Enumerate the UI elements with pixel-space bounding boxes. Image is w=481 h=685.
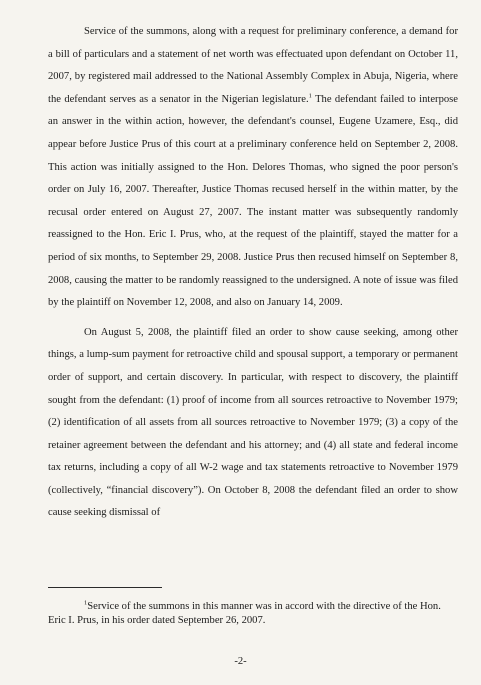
footnote: [48, 600, 458, 628]
page-number: -2-: [234, 656, 247, 667]
footnote-reference: 1: [308, 92, 312, 100]
footnote-marker: 1: [84, 599, 88, 607]
paragraph-2: On August 5, 2008, the plaintiff filed an order to show cause seeking, among other things, a lump-sum payment for retroactive child and spousal support, a temporary or permanent order of support, and certain discovery. In particular, with respect to discovery, the plaintiff sought from the defendant: (1) proof of income from all sources retroactive to November 1979; (2) identification of all assets from all sources retroactive to November 1979; (3) a copy of the retainer agreement between the defendant and his attorney; and (4) all state and federal income tax returns, including a copy of all W-2 wage and tax statements retroactive to November 1979 (collectively, “financial discovery”). On October 8, 2008 the defendant filed an order to show cause seeking dismissal of: [48, 326, 458, 519]
footnote-text: Service of the summons in this manner was in accord with the directive of the Hon. Eric I. Prus, in his order dated September 26, 2007.: [48, 601, 441, 626]
paragraph-1-text-end: The defendant failed to interpose an answer in the within action, however, the defendant's counsel, Eugene Uzamere, Esq., did appear before Justice Prus of this court at a preliminary conference held on September 2, 2008. This action was initially assigned to the Hon. Delores Thomas, who signed the poor person's order on July 16, 2007. Thereafter, Justice Thomas recused herself in the within matter, by the recusal order entered on August 27, 2007. The instant matter was subsequently randomly reassigned to the Hon. Eric I. Prus, who, at the request of the plaintiff, stayed the matter for a period of six months, to September 29, 2008. Justice Prus then recused himself on September 8, 2008, causing the matter to be randomly reassigned to the undersigned. A note of issue was filed by the plaintiff on November 12, 2008, and also on January 14, 2009.: [48, 93, 458, 309]
footnote-divider: [48, 587, 162, 588]
document-body: [48, 21, 458, 525]
paragraph-1-text-start: Service of the summons, along with a request for preliminary conference, a demand for a bill of particulars and a statement of net worth was effectuated upon defendant on October 11, 2007, by registered mail addressed to the National Assembly Complex in Abuja, Nigeria, where the defendant serves as a senator in the Nigerian legislature.: [48, 26, 458, 105]
paragraph-1: [48, 21, 458, 315]
